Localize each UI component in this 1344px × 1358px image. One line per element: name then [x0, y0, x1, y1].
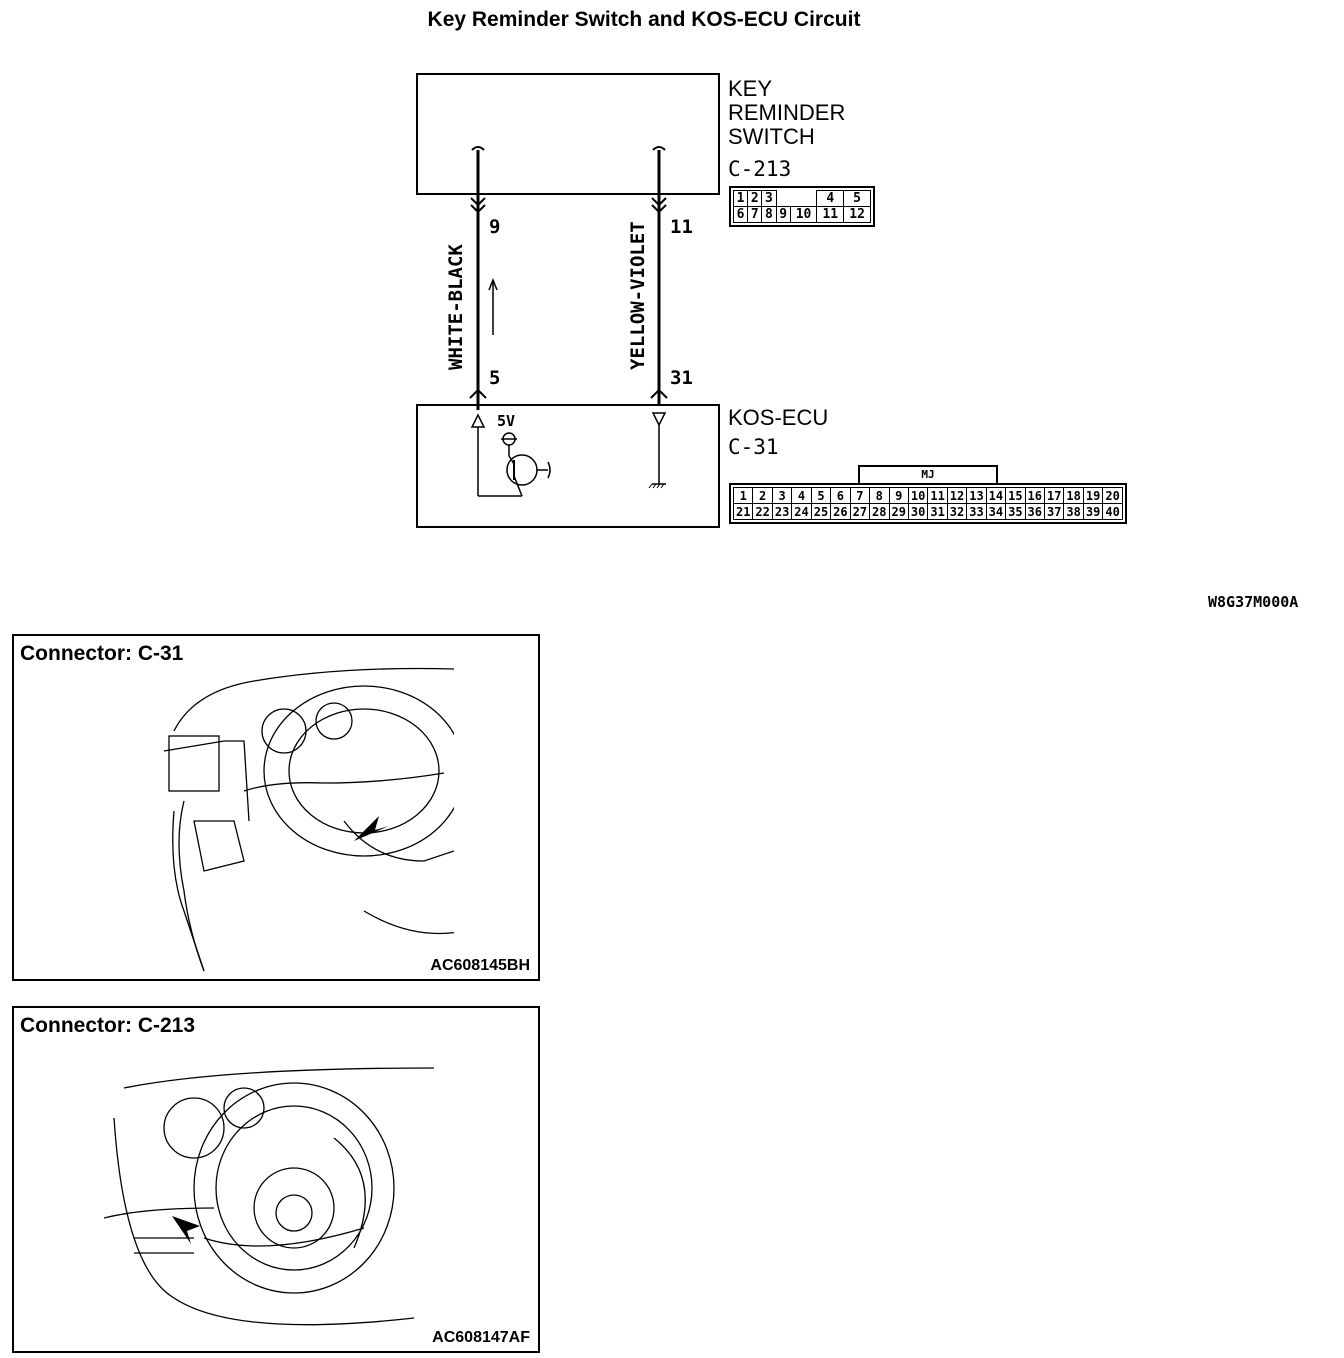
- c31-pin: 27: [850, 504, 869, 520]
- c31-pin: 11: [928, 488, 947, 504]
- c213-pin: 5: [844, 191, 871, 207]
- c31-pin: 16: [1025, 488, 1044, 504]
- c31-pin: 1: [734, 488, 753, 504]
- switch-label-line-1: KEY: [728, 76, 773, 101]
- kos-ecu-box: [417, 405, 719, 527]
- c31-pin: 23: [772, 504, 791, 520]
- c31-pin: 28: [870, 504, 889, 520]
- c31-pin: 5: [811, 488, 830, 504]
- c213-pin: 10: [790, 207, 817, 223]
- switch-label-line-2: REMINDER: [728, 100, 846, 125]
- switch-connector-id: C-213: [728, 157, 792, 181]
- circuit-diagram: [0, 0, 1344, 600]
- c213-key-slot: [776, 191, 817, 207]
- c213-pin: 8: [762, 207, 776, 223]
- connector-c213-diagram: [729, 186, 875, 227]
- c31-pin: 19: [1083, 488, 1102, 504]
- steering-illustration: [104, 1038, 444, 1338]
- c213-pin: 3: [762, 191, 776, 207]
- panel-title-c31: Connector: C-31: [20, 642, 184, 665]
- c31-pin: 21: [734, 504, 753, 520]
- panel-code-c31: AC608145BH: [430, 957, 530, 974]
- dashboard-illustration: [144, 661, 454, 976]
- c31-pin: 38: [1064, 504, 1083, 520]
- location-arrow: [172, 1216, 200, 1244]
- c31-pin: 35: [1006, 504, 1025, 520]
- c31-pin: 31: [928, 504, 947, 520]
- c31-pin: 13: [967, 488, 986, 504]
- c31-pin: 32: [947, 504, 966, 520]
- wire-label-white-black: WHITE-BLACK: [445, 244, 467, 370]
- c31-pin: 14: [986, 488, 1005, 504]
- c31-pin: 20: [1103, 488, 1123, 504]
- c31-pin: 33: [967, 504, 986, 520]
- c31-pin: 18: [1064, 488, 1083, 504]
- c31-pin: 2: [753, 488, 772, 504]
- ecu-label: KOS-ECU: [728, 405, 829, 430]
- c31-pin: 39: [1083, 504, 1102, 520]
- key-reminder-switch-box: [417, 74, 719, 194]
- c31-pin: 10: [908, 488, 927, 504]
- ecu-voltage: 5V: [497, 412, 516, 430]
- c213-pin: 1: [734, 191, 748, 207]
- c213-pin: 2: [748, 191, 762, 207]
- c31-pin: 12: [947, 488, 966, 504]
- diagram-code: W8G37M000A: [1208, 593, 1299, 611]
- location-arrow: [354, 816, 389, 841]
- pin-11: 11: [670, 216, 693, 238]
- c31-pin: 6: [831, 488, 850, 504]
- c213-pin: 6: [734, 207, 748, 223]
- c31-pin: 8: [870, 488, 889, 504]
- c31-pin: 25: [811, 504, 830, 520]
- connector-c213-panel: [12, 1006, 540, 1353]
- ecu-connector-id: C-31: [728, 435, 779, 459]
- wire-label-yellow-violet: YELLOW-VIOLET: [627, 221, 649, 370]
- c31-pin: 3: [772, 488, 791, 504]
- connector-c31-diagram: [729, 483, 1127, 524]
- switch-label: [728, 77, 845, 149]
- c31-pin: 37: [1045, 504, 1064, 520]
- c31-pin: 22: [753, 504, 772, 520]
- c213-pin: 12: [844, 207, 871, 223]
- switch-label-line-3: SWITCH: [728, 124, 815, 149]
- panel-title-c213: Connector: C-213: [20, 1014, 196, 1037]
- panel-code-c213: AC608147AF: [432, 1329, 530, 1346]
- connector-c31-panel: [12, 634, 540, 981]
- c213-pin: 4: [817, 191, 844, 207]
- c31-pin: 24: [792, 504, 811, 520]
- c31-pin: 7: [850, 488, 869, 504]
- c213-pin: 9: [776, 207, 790, 223]
- c31-tag: MJ: [858, 465, 998, 485]
- c31-pin: 17: [1045, 488, 1064, 504]
- c31-pin: 34: [986, 504, 1005, 520]
- diagram-title: Key Reminder Switch and KOS-ECU Circuit: [427, 8, 861, 31]
- c213-pin: 11: [817, 207, 844, 223]
- c213-pin: 7: [748, 207, 762, 223]
- c31-pin: 29: [889, 504, 908, 520]
- c31-pin: 30: [908, 504, 927, 520]
- pin-31: 31: [670, 367, 693, 389]
- c31-pin: 40: [1103, 504, 1123, 520]
- c31-pin: 15: [1006, 488, 1025, 504]
- c31-pin: 36: [1025, 504, 1044, 520]
- c31-pin: 4: [792, 488, 811, 504]
- pin-9: 9: [489, 216, 501, 238]
- c31-pin: 9: [889, 488, 908, 504]
- pin-5: 5: [489, 367, 501, 389]
- c31-pin: 26: [831, 504, 850, 520]
